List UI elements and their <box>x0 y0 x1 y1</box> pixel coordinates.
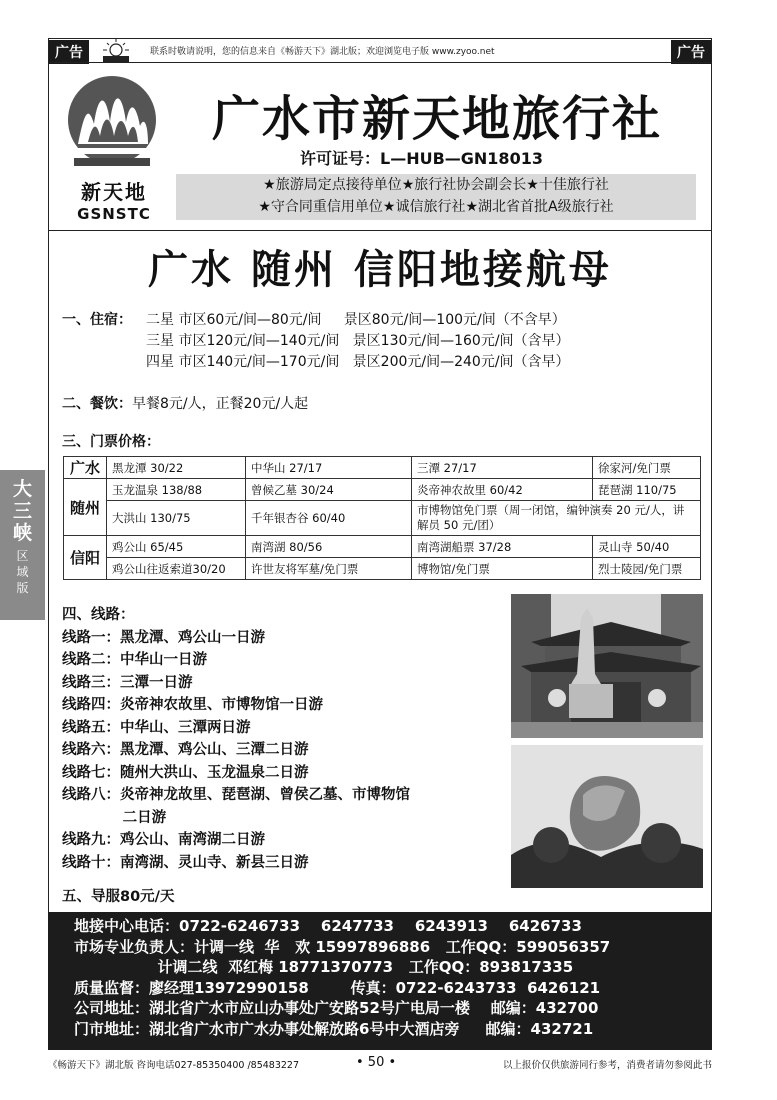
temple-statue-photo <box>511 594 703 738</box>
routes-heading: 四、线路： <box>62 607 135 623</box>
table-row <box>64 536 701 558</box>
table-cell: 南湾湖船票 37/28 <box>412 536 593 558</box>
city-guangshui: 广水 <box>64 457 107 479</box>
rock-mountain-photo <box>511 745 703 888</box>
meals-text: 早餐8元/人，正餐20元/人起 <box>132 396 309 412</box>
page-number: • 50 • <box>356 1055 397 1070</box>
table-cell: 烈士陵园/免门票 <box>593 558 701 580</box>
contact-line: 质量监督：廖经理13972990158 传真：0722-6243733 6426121 <box>74 978 601 997</box>
route-item: 线路九：鸡公山、南湾湖二日游 <box>62 832 265 848</box>
header-divider <box>48 62 712 63</box>
city-suizhou: 随州 <box>64 479 107 536</box>
meals-heading: 二、餐饮： <box>62 396 132 412</box>
route-item: 线路二：中华山一日游 <box>62 652 207 668</box>
side-label-main: 大三峡 <box>12 478 32 544</box>
table-row <box>64 558 701 580</box>
table-cell: 博物馆/免门票 <box>412 558 593 580</box>
ad-label-right: 广告 <box>671 40 711 64</box>
honors-line-2: ★守合同重信用单位★诚信旅行社★湖北省首批A级旅行社 <box>258 199 614 215</box>
table-cell: 三潭 27/17 <box>412 457 593 479</box>
company-name: 广水市新天地旅行社 <box>211 91 662 147</box>
city-xinyang: 信阳 <box>64 536 107 580</box>
table-row <box>64 501 701 536</box>
tickets-heading: 三、门票价格： <box>62 434 160 450</box>
route-item: 线路五：中华山、三潭两日游 <box>62 719 251 736</box>
table-cell: 许世友将军墓/免门票 <box>246 558 412 580</box>
route-item: 线路七：随州大洪山、玉龙温泉二日游 <box>62 764 309 781</box>
table-cell: 曾候乙墓 30/24 <box>246 479 412 501</box>
contact-line: 公司地址：湖北省广水市应山办事处广安路52号广电局一楼 邮编：432700 <box>74 999 599 1017</box>
route-item: 线路一：黑龙潭、鸡公山一日游 <box>62 629 265 646</box>
honors-line-1: ★旅游局定点接待单位★旅行社协会副会长★十佳旅行社 <box>263 177 609 193</box>
magazine-logo-icon <box>98 38 134 64</box>
table-cell: 南湾湖 80/56 <box>246 536 412 558</box>
ad-label-left: 广告 <box>49 40 89 64</box>
table-row <box>64 457 701 479</box>
table-cell: 市博物馆免门票（周一闭馆，编钟演奏 20 元/人，讲解员 50 元/团） <box>412 501 701 536</box>
table-cell: 中华山 27/17 <box>246 457 412 479</box>
route-item: 线路十：南湾湖、灵山寺、新县三日游 <box>62 854 309 871</box>
contact-line: 市场专业负责人：计调一线 华 欢 15997896886 工作QQ：599056357 <box>74 937 611 956</box>
table-cell: 鸡公山往返索道30/20 <box>107 558 246 580</box>
table-row <box>64 479 701 501</box>
logo-chinese-text: 新天地 <box>81 180 147 204</box>
table-cell: 徐家河/免门票 <box>593 457 701 479</box>
footer-disclaimer: 以上报价仅供旅游同行参考，消费者请勿参阅此书 <box>502 1060 712 1071</box>
regional-edition-tab <box>0 470 45 620</box>
routes-section <box>62 604 410 909</box>
table-cell: 炎帝神农故里 60/42 <box>412 479 593 501</box>
logo-english-text: GSNSTC <box>77 205 151 223</box>
side-label-sub: 区域版 <box>16 549 29 595</box>
lodging-row: 三星 市区120元/间—140元/间 景区130元/间—160元/间（含早） <box>146 333 570 349</box>
contact-line: 地接中心电话：0722-6246733 6247733 6243913 6426733 <box>74 917 582 935</box>
contact-panel <box>48 912 712 1050</box>
table-cell: 黑龙潭 30/22 <box>107 457 246 479</box>
table-cell: 玉龙温泉 138/88 <box>107 479 246 501</box>
lodging-heading: 一、住宿： <box>62 312 132 328</box>
table-cell: 大洪山 130/75 <box>107 501 246 536</box>
route-item: 线路八：炎帝神龙故里、琵琶湖、曾侯乙墓、市博物馆 <box>62 787 410 803</box>
table-cell: 千年银杏谷 60/40 <box>246 501 412 536</box>
contact-line: 门市地址：湖北省广水市广水办事处解放路6号中大酒店旁 邮编：432721 <box>74 1019 594 1038</box>
route-item: 线路六：黑龙潭、鸡公山、三潭二日游 <box>62 742 309 758</box>
table-cell: 琵琶湖 110/75 <box>593 479 701 501</box>
main-title: 广水 随州 信阳地接航母 <box>148 246 612 293</box>
lodging-row: 二星 市区60元/间—80元/间 景区80元/间—100元/间（不含早） <box>146 312 566 328</box>
guide-fee: 五、导服80元/天 <box>62 889 175 905</box>
ticket-price-table <box>63 456 701 580</box>
section-divider <box>48 230 712 231</box>
route-item: 线路四：炎帝神农故里、市博物馆一日游 <box>62 697 323 713</box>
meals-section <box>62 394 308 415</box>
contact-line: 计调二线 邓红梅 18771370773 工作QQ：893817335 <box>74 958 574 976</box>
license-number: 许可证号：L—HUB—GN18013 <box>300 149 543 168</box>
header-note: 联系时敬请说明，您的信息来自《畅游天下》湖北版；欢迎浏览电子版 www.zyoo.net <box>150 47 495 57</box>
route-item: 二日游 <box>62 809 167 826</box>
table-cell: 鸡公山 65/45 <box>107 536 246 558</box>
lodging-row: 四星 市区140元/间—170元/间 景区200元/间—240元/间（含早） <box>146 354 570 370</box>
table-cell: 灵山寺 50/40 <box>593 536 701 558</box>
company-logo-icon <box>66 74 158 170</box>
route-item: 线路三：三潭一日游 <box>62 674 193 691</box>
footer-magazine-info: 《畅游天下》湖北版 咨询电话027-85350400 /85483227 <box>48 1060 300 1071</box>
honors-banner <box>176 174 696 220</box>
